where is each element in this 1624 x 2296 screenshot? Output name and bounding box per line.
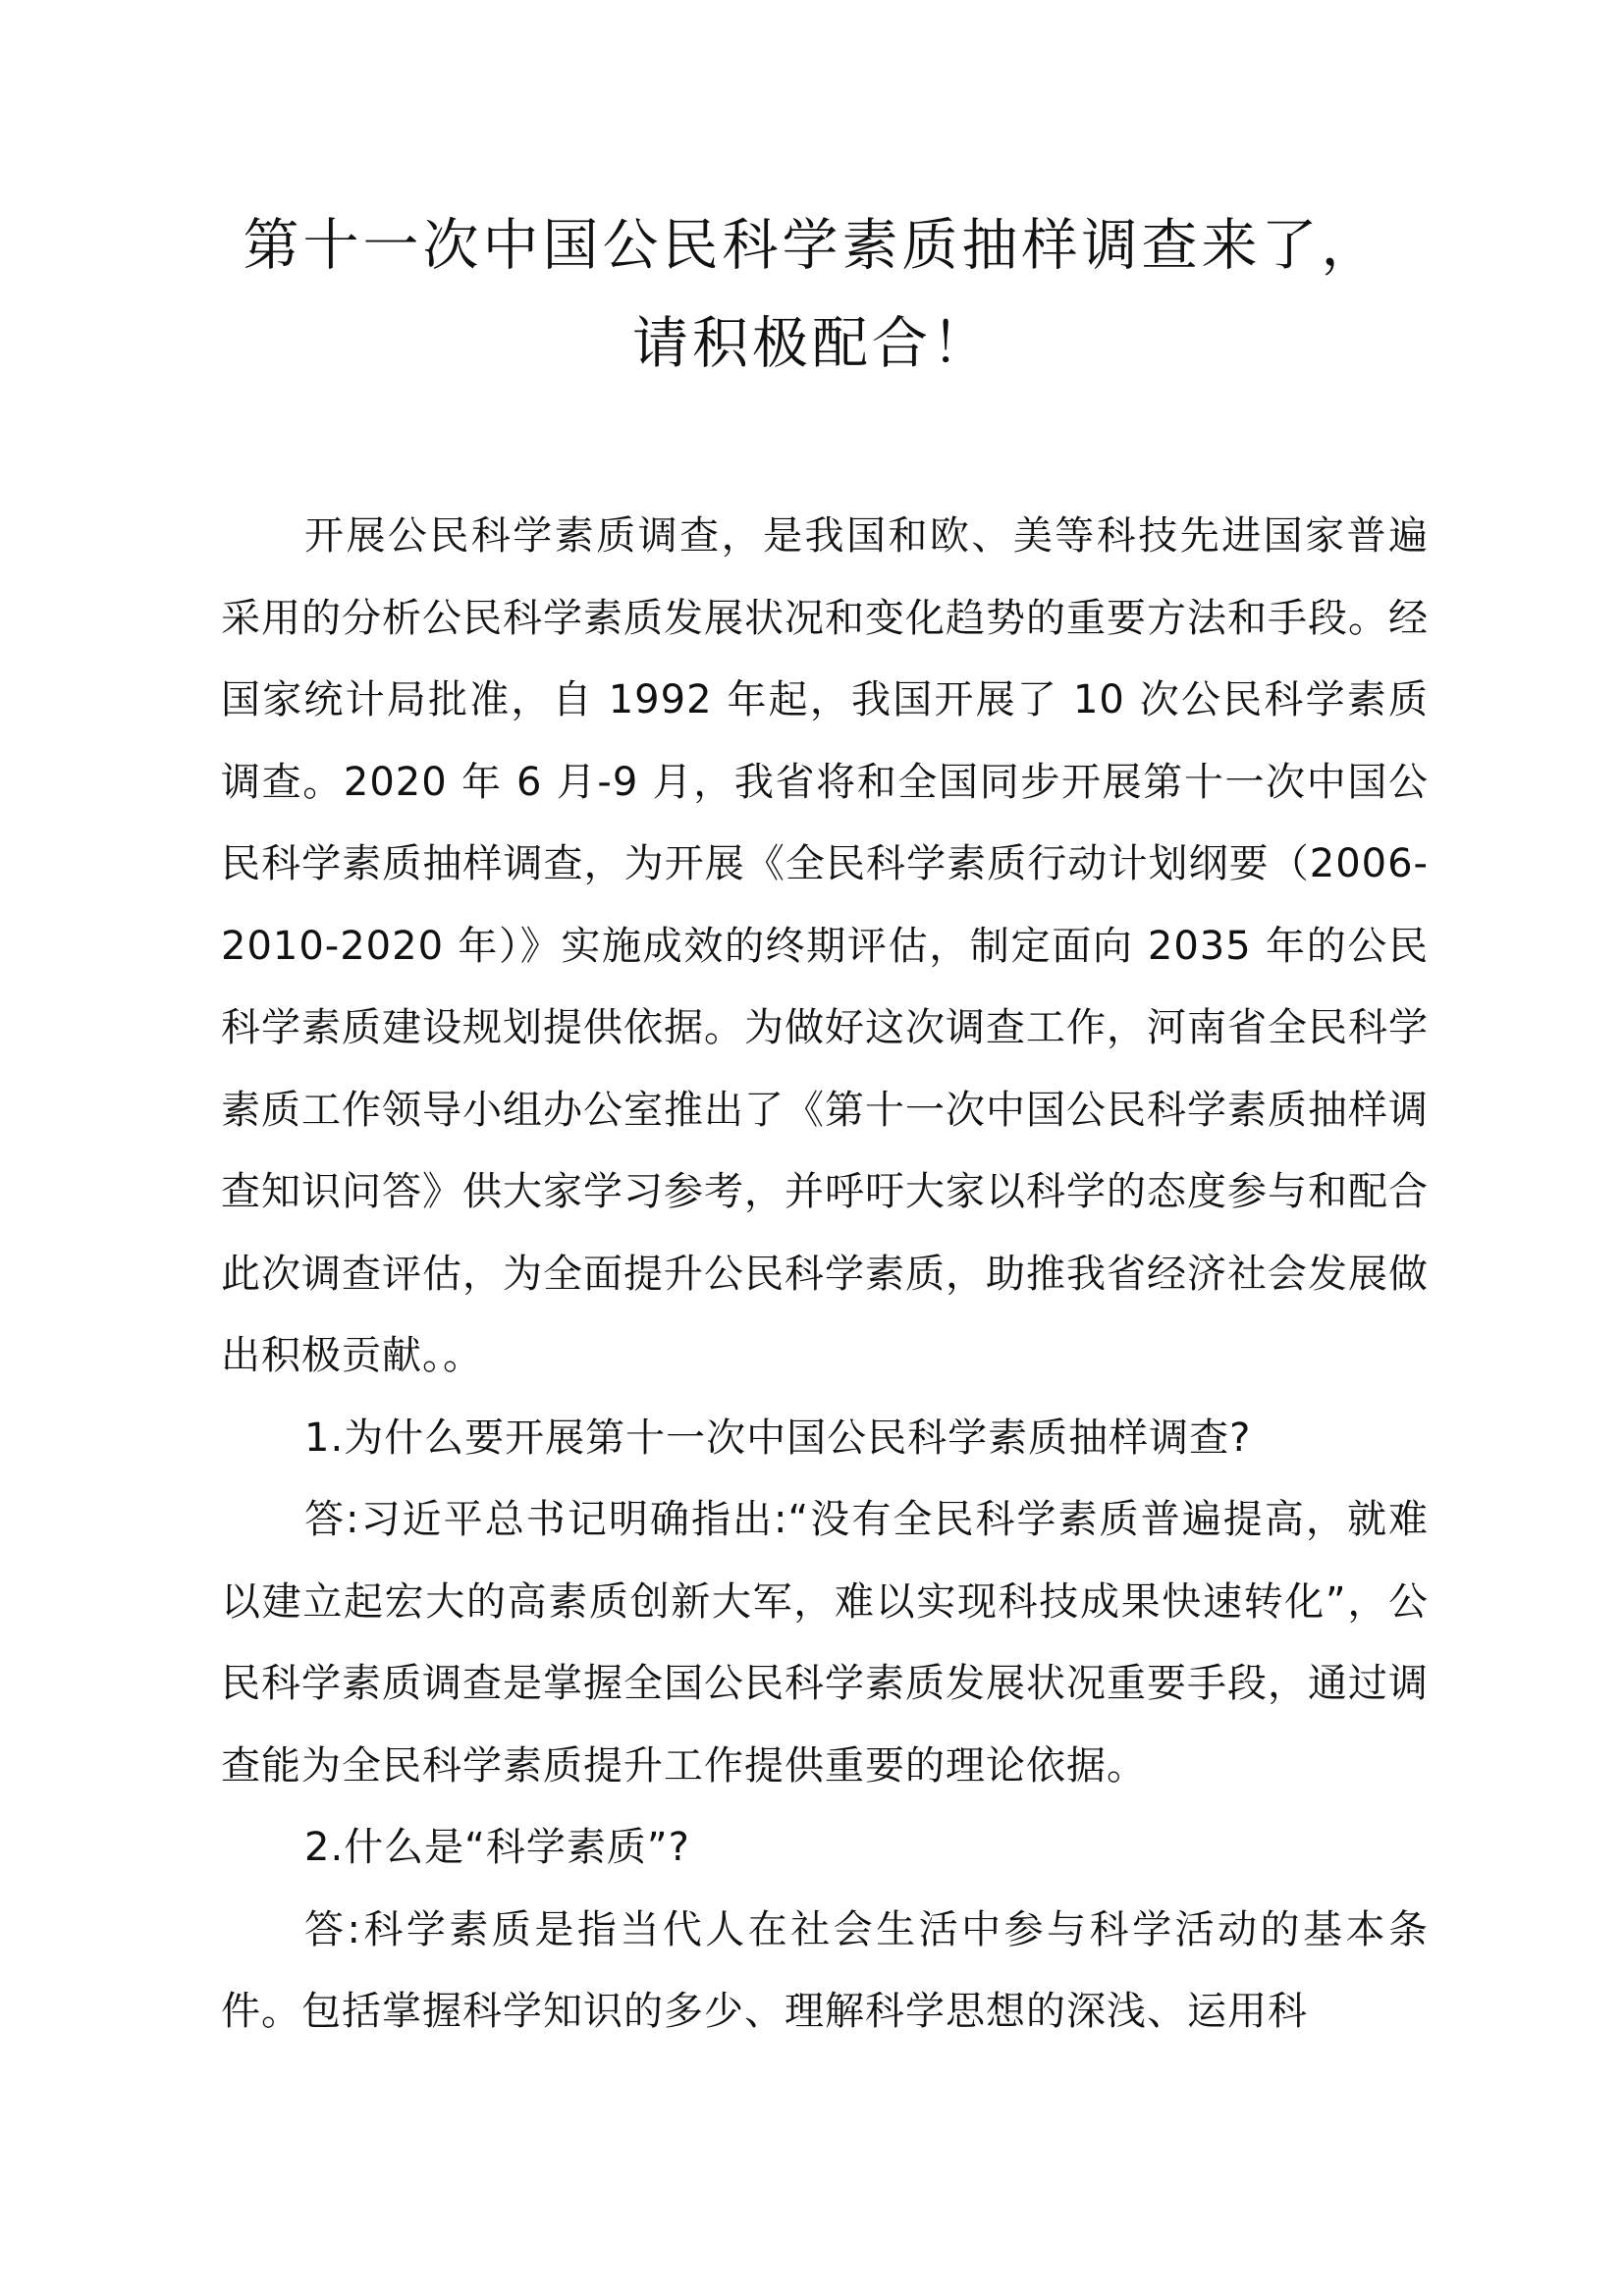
question-1-heading: 1.为什么要开展第十一次中国公民科学素质抽样调查?: [304, 1415, 1252, 1461]
answer-2-paragraph: 答:科学素质是指当代人在社会生活中参与科学活动的基本条件。包括掌握科学知识的多少、理解科学思想的深浅、运用科: [221, 1906, 1429, 2034]
answer-1-paragraph: 答:习近平总书记明确指出:“没有全民科学素质普遍提高，就难以建立起宏大的高素质创新大军，难以实现科技成果快速转化”，公民科学素质调查是掌握全国公民科学素质发展状况重要手段，通过调查能为全民科学素质提升工作提供重要的理论依据。: [221, 1497, 1429, 1789]
title-line-1: 第十一次中国公民科学素质抽样调查来了，: [243, 213, 1381, 278]
question-2-heading: 2.什么是“科学素质”?: [304, 1825, 690, 1870]
intro-paragraph: 开展公民科学素质调查，是我国和欧、美等科技先进国家普遍采用的分析公民科学素质发展状况和变化趋势的重要方法和手段。经国家统计局批准，自 1992 年起，我国开展了 10 次公民科学素质调查。2020 年 6 月-9 月，我省将和全国同步开展第十一次中国公民科学素质抽样调查，为开展《全民科学素质行动计划纲要（2006-2010-2020 年）》实施成效的终期评估，制定面向 2035 年的公民科学素质建设规划提供依据。为做好这次调查工作，河南省全民科学素质工作领导小组办公室推出了《第十一次中国公民科学素质抽样调查知识问答》供大家学习参考，并呼吁大家以科学的态度参与和配合此次调查评估，为全面提升公民科学素质，助推我省经济社会发展做出积极贡献。。: [221, 513, 1429, 1378]
document-title: [196, 196, 1428, 393]
title-line-2: 请积极配合！: [632, 311, 992, 376]
document-body: [221, 496, 1429, 2054]
